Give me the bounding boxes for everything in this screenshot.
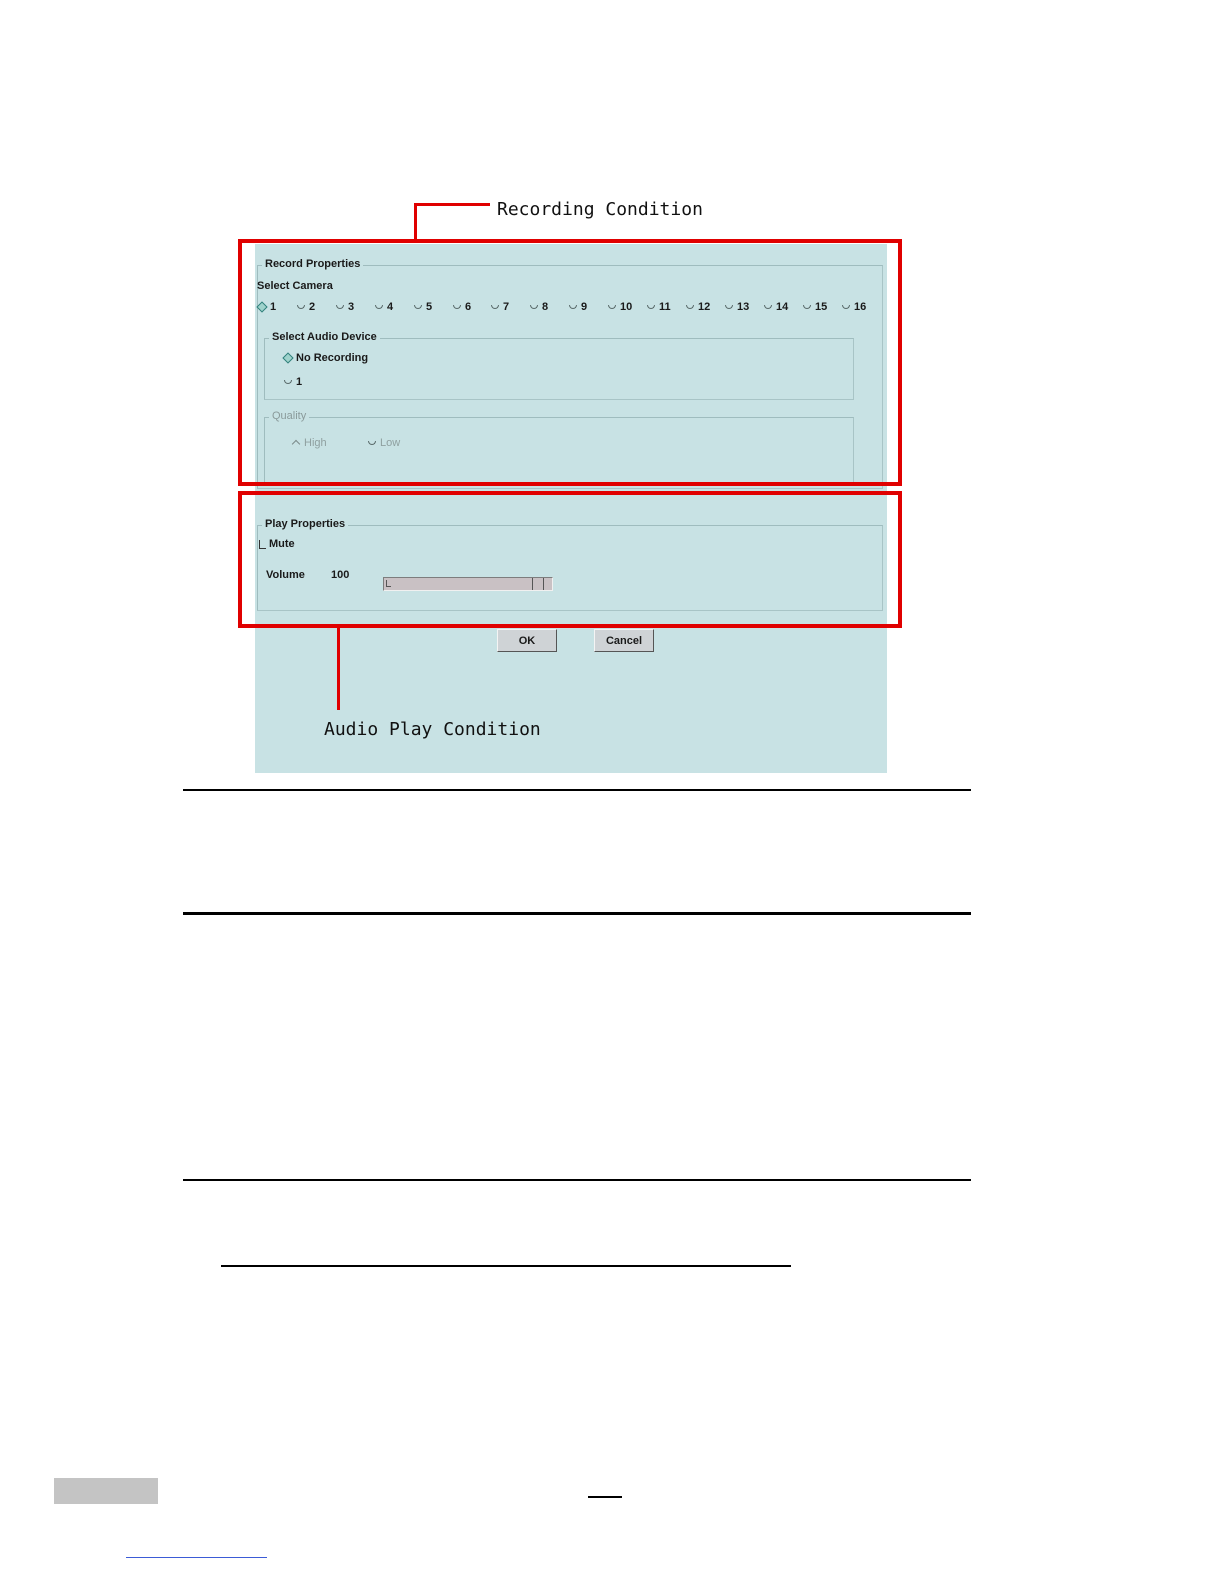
horizontal-rule — [183, 789, 971, 791]
camera-radio-label: 14 — [776, 301, 789, 313]
camera-radio-label: 7 — [503, 301, 510, 313]
camera-radio-label: 10 — [620, 301, 633, 313]
mute-label: Mute — [269, 538, 295, 550]
ok-button[interactable]: OK — [497, 629, 557, 652]
camera-radio-label: 8 — [542, 301, 549, 313]
horizontal-rule — [183, 1179, 971, 1181]
page-number-underline — [588, 1496, 622, 1498]
quality-title: Quality — [269, 410, 309, 422]
camera-radio-label: 1 — [270, 301, 277, 313]
audio-device-title: Select Audio Device — [269, 331, 380, 343]
camera-radio-label: 13 — [737, 301, 750, 313]
camera-radio-label: 16 — [854, 301, 867, 313]
quality-option-label: High — [304, 437, 327, 449]
camera-radio-label: 2 — [309, 301, 316, 313]
camera-radio-label: 9 — [581, 301, 588, 313]
camera-radio-label: 11 — [659, 301, 671, 313]
camera-radio-label: 12 — [698, 301, 711, 313]
horizontal-rule — [221, 1265, 791, 1267]
cancel-button[interactable]: Cancel — [594, 629, 654, 652]
camera-radio-label: 3 — [348, 301, 355, 313]
quality-option-label: Low — [380, 437, 401, 449]
camera-radio-label: 4 — [387, 301, 394, 313]
camera-radio-label: 6 — [465, 301, 472, 313]
camera-radio-label: 5 — [426, 301, 433, 313]
play-condition-highlight — [238, 491, 902, 628]
recording-condition-callout: Recording Condition — [497, 199, 703, 220]
recording-condition-highlight — [238, 239, 902, 486]
volume-value: 100 — [331, 569, 350, 581]
audio-device-option-label: No Recording — [296, 352, 369, 364]
footer-gray-block — [54, 1478, 158, 1504]
horizontal-rule — [183, 912, 971, 915]
volume-label: Volume — [266, 569, 305, 581]
recording-callout-line-horizontal — [414, 203, 490, 206]
camera-radio-label: 15 — [815, 301, 828, 313]
recording-callout-line-vertical — [414, 203, 417, 241]
audio-play-condition-callout: Audio Play Condition — [324, 719, 541, 740]
play-properties-title: Play Properties — [262, 518, 348, 530]
select-camera-label: Select Camera — [257, 280, 333, 292]
record-properties-title: Record Properties — [262, 258, 363, 270]
footer-link-underline — [126, 1557, 267, 1558]
play-callout-line — [337, 626, 340, 710]
audio-device-option-label: 1 — [296, 376, 303, 388]
